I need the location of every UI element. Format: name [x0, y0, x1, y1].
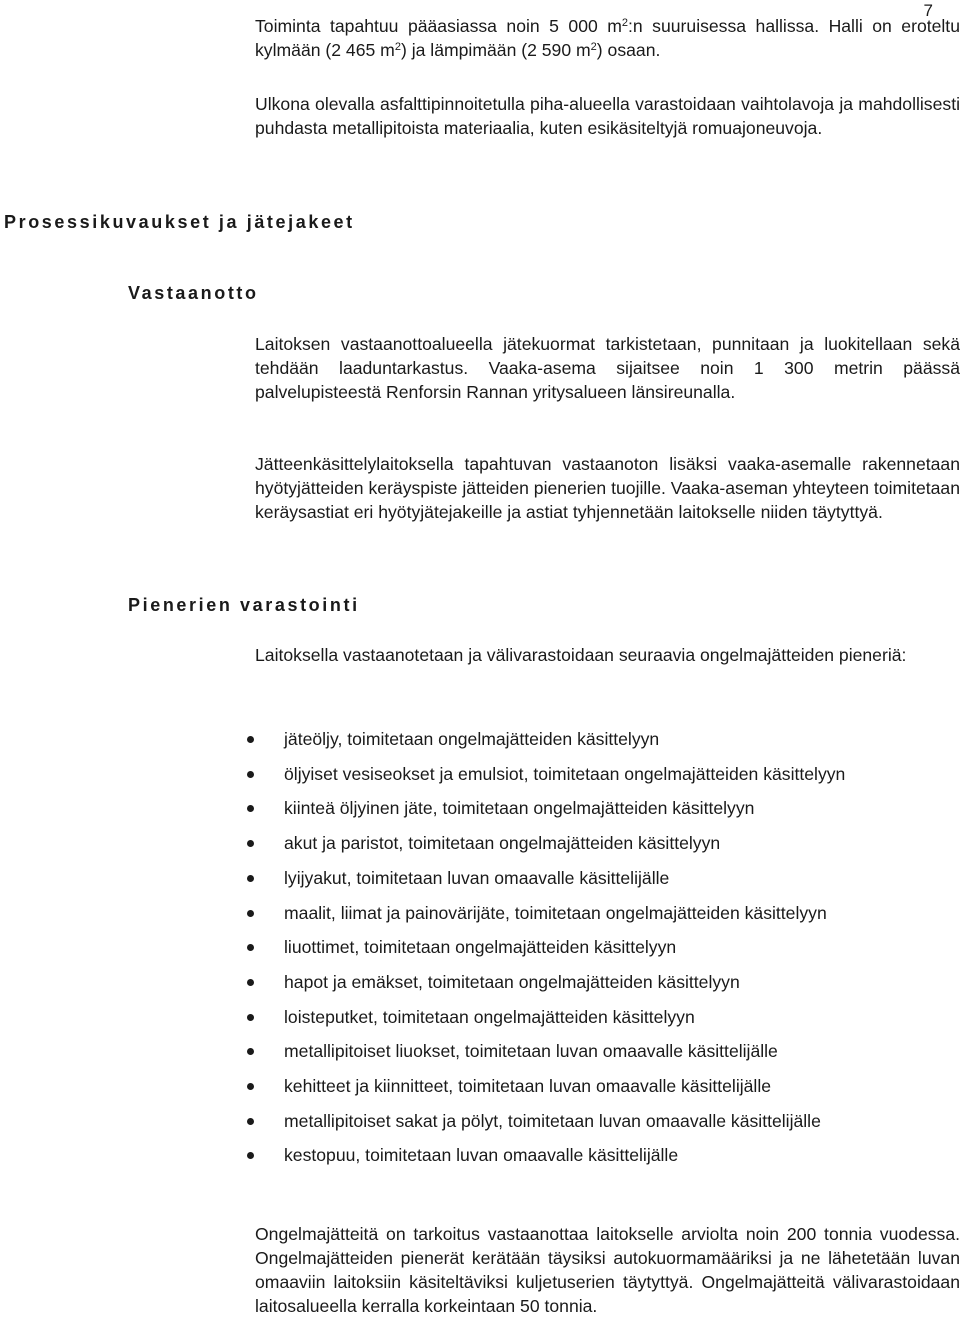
vastaanotto-paragraph-2	[255, 452, 960, 524]
bullet-icon	[247, 1048, 254, 1055]
bullet-icon	[247, 1014, 254, 1021]
list-item-text: liuottimet, toimitetaan ongelmajätteiden käsittelyyn	[284, 937, 677, 958]
text-run: Toiminta tapahtuu pääasiassa noin 5 000 m	[255, 16, 622, 36]
vastaanotto-heading: Vastaanotto	[128, 283, 259, 303]
list-item	[245, 965, 960, 1000]
text-run: ) osaan.	[596, 40, 661, 60]
superscript: 2	[590, 41, 597, 53]
list-item	[245, 930, 960, 965]
vastaanotto-paragraph-1-text: Laitoksen vastaanottoalueella jätekuormat tarkistetaan, punnitaan ja luokitellaan sekä tehdään laaduntarkastus. Vaaka-asema sijaitsee noin 1 300 metrin päässä palvelupisteestä Renforsin Rannan yritysalueen länsireunalla.	[255, 334, 960, 402]
list-item-text: kiinteä öljyinen jäte, toimitetaan ongelmajätteiden käsittelyyn	[284, 798, 755, 819]
list-item-text: kestopuu, toimitetaan luvan omaavalle käsittelijälle	[284, 1145, 679, 1166]
list-item-text: metallipitoiset sakat ja pölyt, toimitetaan luvan omaavalle käsittelijälle	[284, 1110, 821, 1131]
list-item-text: metallipitoiset liuokset, toimitetaan luvan omaavalle käsittelijälle	[284, 1041, 778, 1062]
pienerien-intro	[255, 643, 960, 667]
list-item-text: kehitteet ja kiinnitteet, toimitetaan luvan omaavalle käsittelijälle	[284, 1076, 772, 1097]
section-heading: Prosessikuvaukset ja jätejakeet	[4, 212, 355, 232]
list-item-text: jäteöljy, toimitetaan ongelmajätteiden käsittelyyn	[284, 729, 660, 749]
bullet-icon	[247, 840, 254, 847]
bullet-icon	[247, 736, 254, 743]
list-item-text: hapot ja emäkset, toimitetaan ongelmajätteiden käsittelyyn	[284, 971, 740, 992]
pienerien-heading: Pienerien varastointi	[128, 595, 360, 615]
list-item	[245, 861, 960, 896]
pienerien-closing-text: Ongelmajätteitä on tarkoitus vastaanottaa laitokselle arviolta noin 200 tonnia vuodessa. Ongelmajätteiden pienerät kerätään täysiksi autokuormamääriksi ja ne lähetetään luvan omaaviin laitoksiin käsiteltäviksi kuljetuserien täytyttyä. Ongelmajätteitä välivarastoidaan laitosalueella kerralla korkeintaan 50 tonnia.	[255, 1224, 960, 1316]
list-item	[245, 722, 960, 757]
bullet-icon	[247, 771, 254, 778]
bullet-icon	[247, 910, 254, 917]
list-item	[245, 1034, 960, 1069]
bullet-icon	[247, 875, 254, 882]
bullet-icon	[247, 805, 254, 812]
bullet-icon	[247, 979, 254, 986]
pienerien-intro-text: Laitoksella vastaanotetaan ja välivarastoidaan seuraavia ongelmajätteiden pieneriä:	[255, 645, 907, 665]
vastaanotto-paragraph-2-text: Jätteenkäsittelylaitoksella tapahtuvan vastaanoton lisäksi vaaka-asemalle rakennetaan hyötyjätteiden keräyspiste jätteiden pienerien tuojille. Vaaka-aseman yhteyteen toimitetaan keräysastiat eri hyötyjätejakeille ja astiat tyhjennetään laitokselle niiden täytyttyä.	[255, 454, 960, 522]
list-item	[245, 1138, 960, 1173]
bullet-icon	[247, 944, 254, 951]
superscript: 2	[394, 41, 401, 53]
list-item-text: lyijyakut, toimitetaan luvan omaavalle käsittelijälle	[284, 867, 670, 888]
intro-block	[255, 14, 960, 62]
bullet-icon	[247, 1152, 254, 1159]
list-item	[245, 1069, 960, 1104]
waste-list	[245, 722, 960, 1173]
bullet-icon	[247, 1083, 254, 1090]
list-item-text: maalit, liimat ja painovärijäte, toimitetaan ongelmajätteiden käsittelyyn	[284, 902, 827, 923]
intro-paragraph-1	[255, 14, 960, 62]
list-item	[245, 1104, 960, 1139]
intro-paragraph-2-text: Ulkona olevalla asfalttipinnoitetulla piha-alueella varastoidaan vaihtolavoja ja mahdollisesti puhdasta metallipitoista materiaalia, kuten esikäsiteltyjä romuajoneuvoja.	[255, 94, 960, 138]
list-item-text: öljyiset vesiseokset ja emulsiot, toimitetaan ongelmajätteiden käsittelyyn	[284, 763, 846, 784]
list-item	[245, 826, 960, 861]
list-item	[245, 791, 960, 826]
text-run: :n suuruisessa hallissa. Halli on eroteltu kylmään (2 465 m	[255, 16, 960, 60]
list-item-text: akut ja paristot, toimitetaan ongelmajätteiden käsittelyyn	[284, 833, 721, 854]
text-run: ) ja lämpimään (2 590 m	[400, 40, 591, 60]
vastaanotto-paragraph-1	[255, 332, 960, 404]
bullet-icon	[247, 1118, 254, 1125]
intro-paragraph-2	[255, 92, 960, 140]
list-item	[245, 757, 960, 792]
page-number: 7	[923, 1, 933, 20]
pienerien-closing	[255, 1222, 960, 1318]
list-item	[245, 1000, 960, 1035]
list-item	[245, 896, 960, 931]
superscript: 2	[621, 17, 629, 29]
list-item-text: loisteputket, toimitetaan ongelmajätteiden käsittelyyn	[284, 1006, 695, 1027]
